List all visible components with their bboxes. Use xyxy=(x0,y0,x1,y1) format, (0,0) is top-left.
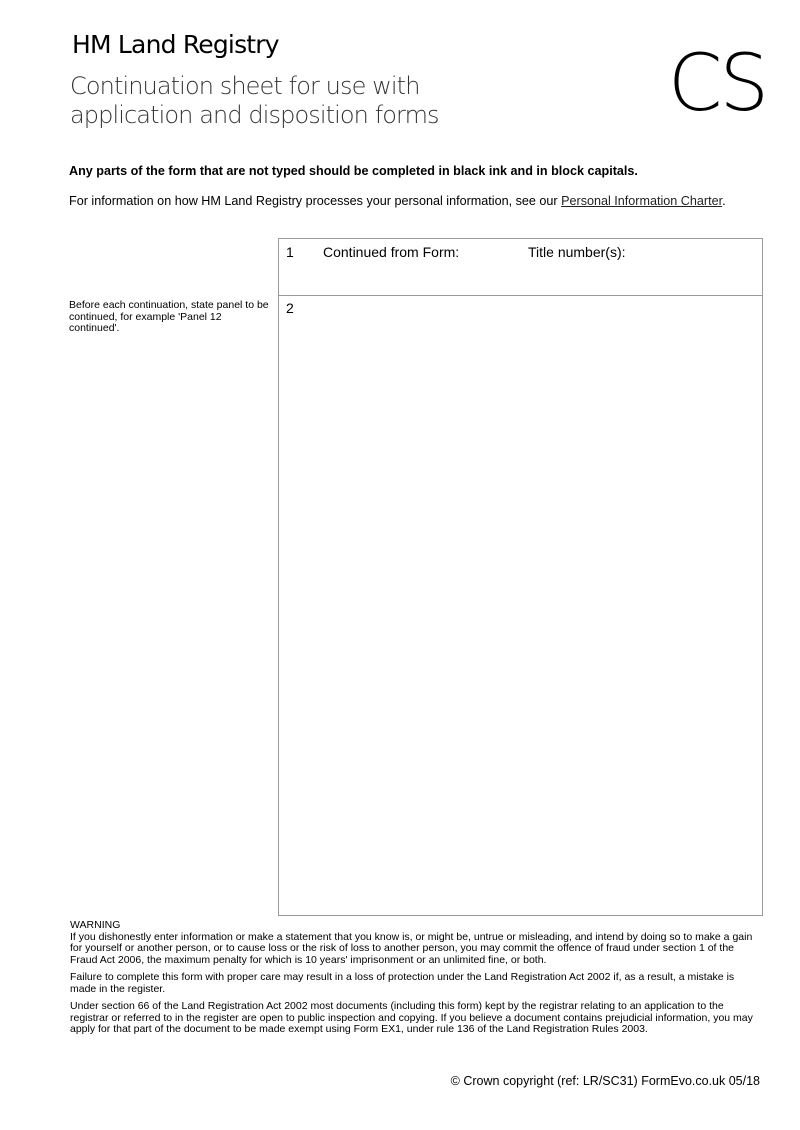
panel-2-number: 2 xyxy=(286,300,294,316)
organisation-name: HM Land Registry xyxy=(72,30,279,59)
title-numbers-label: Title number(s): xyxy=(528,244,626,260)
privacy-info-text: For information on how HM Land Registry processes your personal information, see our xyxy=(69,194,562,208)
warning-heading: WARNING xyxy=(70,919,121,931)
privacy-info xyxy=(69,194,749,210)
completion-instruction: Any parts of the form that are not typed should be completed in black ink and in block capitals. xyxy=(69,164,638,178)
personal-information-charter-link[interactable]: Personal Information Charter xyxy=(561,194,723,208)
copyright-notice: © Crown copyright (ref: LR/SC31) FormEvo.co.uk 05/18 xyxy=(450,1074,760,1088)
warning-inspection-paragraph: Under section 66 of the Land Registration Act 2002 most documents (including this form) kept by the registrar relating to an application to the registrar or referred to in the register are open to public inspection and copying. If you believe a document contains prejudicial information, you may apply for that part of the document to be made exempt using Form EX1, under rule 136 of the Land Registration Rules 2003. xyxy=(70,1000,753,1035)
warning-fraud-paragraph: If you dishonestly enter information or make a statement that you know is, or might be, untrue or misleading, and intend by doing so to make a gain for yourself or another person, or to cause loss or the risk of loss to another person, you may commit the offence of fraud under section 1 of the Fraud Act 2006, the maximum penalty for which is 10 years' imprisonment or an unlimited fine, or both. xyxy=(70,930,753,966)
panel-2-hint: Before each continuation, state panel to be continued, for example 'Panel 12 continued'. xyxy=(69,299,269,334)
panel-divider xyxy=(278,295,763,296)
privacy-info-suffix: . xyxy=(722,194,726,208)
form-title-line-1: Continuation sheet for use with xyxy=(70,72,420,100)
panel-1-number: 1 xyxy=(286,244,294,260)
continued-from-form-label: Continued from Form: xyxy=(323,244,460,260)
form-code: CS xyxy=(668,39,766,129)
form-title-line-2: application and disposition forms xyxy=(70,101,439,129)
warning-block xyxy=(70,920,762,1042)
warning-care-paragraph: Failure to complete this form with proper care may result in a loss of protection under the Land Registration Act 2002 if, as a result, a mistake is made in the register. xyxy=(70,971,735,995)
panel-box xyxy=(278,238,763,916)
form-title xyxy=(70,72,490,130)
